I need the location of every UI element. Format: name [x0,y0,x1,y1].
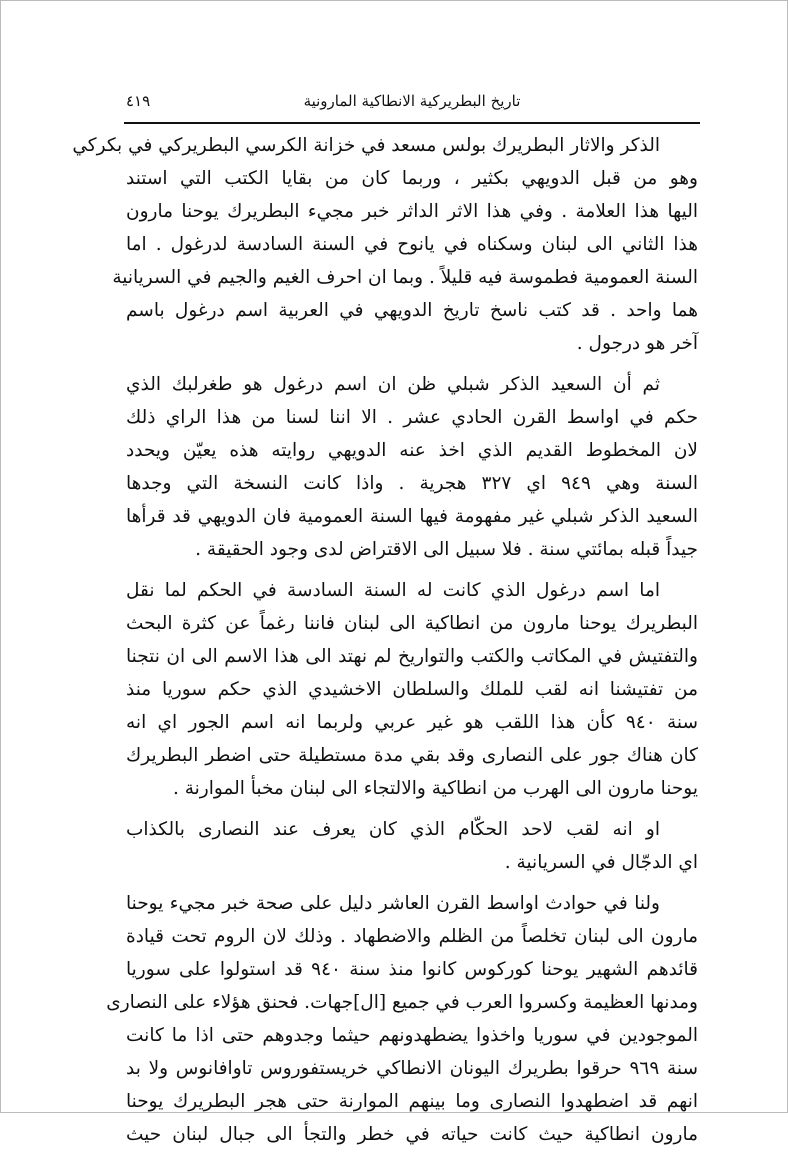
text-line: يوحنا مارون الى الهرب من انطاكية والالتجاء الى لبنان مخبأ الموارنة . [172,778,698,799]
paragraph [72,129,698,360]
text-line: اي الدجّال في السريانية . [504,852,698,873]
page-number: ٤١٩ [126,92,151,110]
body-text [72,129,698,1159]
text-line: جيداً قبله بمائتي سنة . فلا سبيل الى الاقتراض لدى وجود الحقيقة . [195,539,698,560]
paragraph [126,813,698,879]
text-line: او انه لقب لاحد الحكّام الذي كان يعرف عند النصارى بالكذاب [126,819,660,840]
text-line: هما واحد . قد كتب ناسخ تاريخ الدويهي في العربية اسم درغول باسم [126,300,698,321]
text-line: اليها هذا العلامة . وفي هذا الاثر الداثر خبر مجيء البطريرك يوحنا مارون [126,201,698,222]
text-line: ولنا في حوادث اواسط القرن العاشر دليل على صحة خبر مجيء يوحنا [126,893,660,914]
text-line: الموجودين في سوريا واخذوا يضطهدونهم حيثما وجدوهم حتى اذا ما كانت [126,1025,698,1046]
text-line: آخر هو درجول . [576,333,698,354]
text-line: سنة ٩٦٩ حرقوا بطريرك اليونان الانطاكي خريستفوروس تاوافانوس ولا بد [126,1058,698,1079]
text-line: مارون انطاكية حيث كانت حياته في خطر والتجأ الى جبال لبنان حيث [126,1124,698,1145]
text-line: السعيد الذكر شبلي غير مفهومة فيها السنة العمومية فان الدويهي قد قرأها [126,506,698,527]
paragraph [126,574,698,805]
header-rule [124,122,700,124]
text-line: قائدهم الشهير يوحنا كوركوس كانوا منذ سنة ٩٤٠ قد استولوا على سوريا [126,959,698,980]
text-line: حكم في اواسط القرن الحادي عشر . الا اننا لسنا من هذا الراي ذلك [126,407,698,428]
text-line: هذا الثاني الى لبنان وسكناه في يانوح في السنة السادسة لدرغول . اما [126,234,698,255]
paragraph [126,368,698,566]
text-line: سنة ٩٤٠ كأن هذا اللقب هو غير عربي ولربما انه اسم الجور اي انه [126,712,698,733]
text-line: انهم قد اضطهدوا النصارى وما بينهم الموارنة حتى هجر البطريرك يوحنا [126,1091,698,1112]
text-line: ثم أن السعيد الذكر شبلي ظن ان اسم درغول هو طغرلبك الذي [126,374,660,395]
text-line: البطريرك يوحنا مارون من انطاكية الى لبنان فاننا رغماً عن كثرة البحث [126,613,698,634]
text-line: مارون الى لبنان تخلصاً من الظلم والاضطهاد . وذلك لان الروم تحت قيادة [126,926,698,947]
text-line: الذكر والاثار البطريرك بولس مسعد في خزانة الكرسي البطريركي في بكركي [72,135,660,156]
text-line: من تفتيشنا انه لقب للملك والسلطان الاخشيدي الذي حكم سوريا منذ [126,679,698,700]
page-header [126,88,698,118]
text-line: ومدنها العظيمة وكسروا العرب في جميع [ال]جهات. فحنق هؤلاء على النصارى [106,992,698,1013]
text-line: السنة وهي ٩٤٩ اي ٣٢٧ هجرية . واذا كانت النسخة التي وجدها [126,473,698,494]
text-line: وهو من قبل الدويهي بكثير ، وربما كان من بقايا الكتب التي استند [126,168,698,189]
text-line: والتفتيش في المكاتب والكتب والتواريخ لم نهتد الى هذا الاسم الى ان نتجنا [126,646,698,667]
paragraph [106,887,698,1151]
running-title: تاريخ البطريركية الانطاكية المارونية [303,92,521,110]
text-line: اما اسم درغول الذي كانت له السنة السادسة في الحكم لما نقل [126,580,660,601]
text-line: كان هناك جور على النصارى وقد بقي مدة مستطيلة حتى اضطر البطريرك [126,745,698,766]
text-line: السنة العمومية فطموسة فيه قليلاً . وبما ان احرف الغيم والجيم في السريانية [112,267,698,288]
text-line: لان المخطوط القديم الذي اخذ عنه الدويهي روايته هذه يعيّن ويحدد [126,440,698,461]
